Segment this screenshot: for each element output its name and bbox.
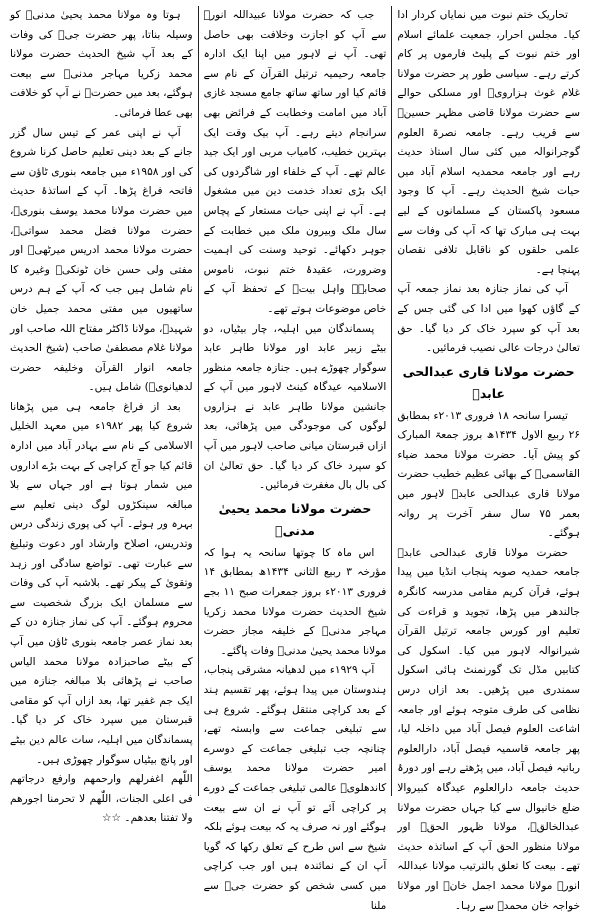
paragraph: اس ماہ کا چوتھا سانحہ یہ ہوا کہ مؤرخہ ۳ ربیع الثانی ۱۴۳۴ھ بمطابق ۱۴ فروری ۲۰۱۳ء بروز جمعرات صبح ۱۱ بجے شیخ الحدیث حضرت مولانا محمد زکریا مہاجر مدنیؒ کے خلیفہ مجاز حضرت مولانا محمد یحییٰ مدنیؒ وفات پاگئے۔ <box>203 546 387 657</box>
text-column-left <box>5 6 199 825</box>
text-column-right <box>392 6 585 912</box>
paragraph: آپ نے اپنی عمر کے تیس سال گزر جانے کے بعد دینی تعلیم حاصل کرنا شروع کی اور ۱۹۵۸ء میں جامعہ بنوری ٹاؤن سے فاتحہ فراغ پڑھا۔ آپ کے اساتذۂ حدیث میں حضرت مولانا محمد یوسف بنوریؒ، حضرت مولانا فضل محمد سواتیؒ، حضرت مولانا محمد ادریس میرٹھیؒ اور مفتی ولی حسن خان ٹونکیؒ وغیرہ کا نام شامل ہیں جب کہ آپ کے ہم درس ساتھیوں میں مفتی محمد جمیل خان شہیدؒ، مولانا ڈاکٹر مفتاح اللہ صاحب اور مولانا غلام مصطفیٰ صاحب (شیخ الحدیث جامعہ انوار القرآن وخلیفہ حضرت لدھیانویؒ) شامل ہیں۔ <box>9 126 193 394</box>
closing-prayer <box>10 770 193 829</box>
paragraph: ہوتا وہ مولانا محمد یحییٰ مدنیؒ کو وسیلہ بناتا، پھر حضرت جیؒ کی وفات کے بعد آپ شیخ الحدیث حضرت مولانا محمد زکریا مہاجر مدنیؒ سے بیعت ہوگئے، بعد میں حضرتؒ نے آپ کو خلافت بھی عطا فرمائی۔ <box>9 9 193 119</box>
end-stars: ☆☆ <box>101 812 121 825</box>
paragraph: آپ کی نماز جنازہ بعد نماز جمعہ آپ کے گاؤں کھوا میں ادا کی گئی جس کے بعد آپ کو سپرد خاک کر دیا گیا۔ حق تعالیٰ درجات عالی نصیب فرمائیں۔ <box>397 283 580 355</box>
paragraph: آپ ۱۹۲۹ء میں لدھیانہ مشرقی پنجاب، ہندوستان میں پیدا ہوئے، پھر تقسیم ہند کے بعد کراچی منتقل ہوگئے۔ شروع ہی سے تبلیغی جماعت سے وابستہ تھے، چنانچہ جب تبلیغی جماعت کے دوسرے امیر حضرت مولانا محمد یوسف کاندھلویؒ عالمی تبلیغی جماعت کے دورے پر کراچی آئے تو آپ نے ان سے بیعت ہوگئے اور نہ صرف یہ کہ بیعت ہوئے بلکہ شیخ سے اس طرح کے تعلق رکھا کہ گویا آپ ان کے نمائندہ ہیں اور جب کراچی میں کسی شخص کو حضرت جیؒ سے ملنا <box>203 664 387 912</box>
section-heading: حضرت مولانا محمد یحییٰ مدنیؒ <box>218 500 372 538</box>
section-heading: حضرت مولانا قاری عبدالحی عابدؒ <box>402 363 575 401</box>
paragraph: تحاریک ختم نبوت میں نمایاں کردار ادا کیا۔ مجلس احرار، جمعیت علمائے اسلام اور ختم نبوت کے پلیٹ فارموں پر کام کرتے رہے۔ سیاسی طور پر حضرت مولانا غلام غوث ہزارویؒ اور مسلکی حوالے سے حضرت مولانا قاضی مظہر حسینؒ سے قریب رہے۔ جامعہ نصرۃ العلوم گوجرانوالہ میں کئی سال استاذ حدیث رہے اور جامعہ محمدیہ اسلام آباد میں حیات شیخ الحدیث رہے۔ آپ کا وجود مسعود پاکستان کے مسلمانوں کے لیے بہت ہی مبارک تھا کہ آپ کی وفات سے علمی حلقوں کو ناقابل تلافی نقصان پہنچا ہے۔ <box>397 9 580 276</box>
paragraph: تیسرا سانحہ ۱۸ فروری ۲۰۱۳ء بمطابق ۲۶ ربیع الاول ۱۴۳۴ھ بروز جمعۃ المبارک کو پیش آیا۔ حضرت مولانا محمد ضیاء القاسمیؒ کے بھائی عظیم خطیب حضرت مولانا قاری عبدالحی عابدؒ لاہور میں بعمر ۷۵ سال سفر آخرت پر روانہ ہوگئے۔ <box>397 409 580 540</box>
paragraph: پسماندگان میں اہلیہ، چار بیٹیاں، دو بیٹے زبیر عابد اور مولانا طاہر عابد سوگوار چھوڑے ہیں۔ جنازہ جامعہ منظور الاسلامیہ عیدگاہ کینٹ لاہور میں آپ کے جانشین مولانا طاہر عابد نے ہزاروں لوگوں کی موجودگی میں پڑھائی، بعد ازاں قبرستان میانی صاحب لاہور میں آپ کو سپرد خاک کر دیا گیا۔ حق تعالیٰ ان کی بال بال مغفرت فرمائیں۔ <box>203 322 387 492</box>
paragraph: بعد از فراغ جامعہ ہی میں پڑھانا شروع کیا پھر ۱۹۸۲ء میں معہد الخلیل الاسلامی کے نام سے بہادر آباد میں ادارہ قائم کیا جو آج کراچی کے بہت بڑے اداروں میں شمار ہوتا ہے اور جہاں سے بلا مبالغہ سینکڑوں لوگ دینی تعلیم سے بہرہ ور ہوئے۔ آپ کی پوری زندگی درس وتدریس، اصلاح وارشاد اور دعوت وتبلیغ سے عبارت تھی۔ تواضع سادگی اور زہد وتقویٰ کے پیکر تھے۔ بلاشبہ آپ کی وفات سے مسلمان ایک بزرگ شخصیت سے محروم ہوگئے۔ آپ کی نماز جنازہ دن کے بعد نماز عصر جامعہ بنوری ٹاؤن میں آپ کے بیٹے صاحبزادہ مولانا محمد الیاس صاحب نے پڑھائی بلا مبالغہ جنازہ میں ایک جم غفیر تھا، بعد ازاں آپ کو مقامی قبرستان میں سپرد خاک کر دیا گیا۔ پسماندگان میں اہلیہ، سات عالم دین بیٹے اور پانچ بیٹیاں سوگوار چھوڑی ہیں۔ <box>9 400 193 766</box>
paragraph: جب کہ حضرت مولانا عبیداللہ انورؒ سے آپ کو اجازت وخلافت بھی حاصل تھی۔ آپ نے لاہور میں اپنا ایک ادارہ جامعہ رحیمیہ ترتیل القرآن کے نام سے قائم کیا اور ساتھ ساتھ جامع مسجد غازی آباد میں امامت وخطابت کے فرائض بھی سرانجام دیتے رہے۔ آپ بیک وقت ایک بہترین خطیب، کامیاب مربی اور ایک جید عالم تھے۔ آپ کے خلفاء اور شاگردوں کی ایک بڑی تعداد خدمت دین میں مشغول ہے۔ آپ نے اپنی حیات مستعار کے پچاس سال ملک وبیرون ملک میں خطابت کے جوہر دکھائے۔ توحید وسنت کی اہمیت وضرورت، عقیدۂ ختم نبوت، ناموس صحابہؓ واہل بیتؓ کے تحفظ آپ کے خاص موضوعات ہوتے تھے۔ <box>203 9 387 315</box>
text-column-middle <box>199 6 393 912</box>
paragraph: حضرت مولانا قاری عبدالحی عابدؒ جامعہ حمدیہ صوبہ پنجاب انڈیا میں پیدا ہوئے، قرآن کریم مقامی مدرسہ کانگرہ جالندھر میں پڑھا، تجوید و قراءت کی تعلیم اور کورس جامعہ ترتیل القرآن شیرانوالہ لاہور میں کیا۔ اسکول کی کتابیں مڈل تک گورنمنٹ ہائی اسکول سمندری میں پڑھیں۔ بعد ازاں درس نظامی کی طرف متوجہ ہوئے اور جامعہ اشاعت العلوم فیصل آباد میں داخلہ لیا، پھر جامعہ قاسمیہ فیصل آباد، دارالعلوم ربانیہ فیصل آباد، میں پڑھتے رہے اور دورۂ حدیث جامعہ دارالعلوم عیدگاہ کبیروالا ضلع خانیوال سے کیا جہاں حضرت مولانا عبدالخالقؒ، مولانا ظہور الحقؒ اور مولانا منظور الحق آپ کے اساتذہ حدیث تھے۔ بیعت کا تعلق بالترتیب مولانا عبداللہ انورؒ مولانا محمد اجمل خانؒ اور مولانا خواجہ خان محمدؒ سے رہا۔ <box>397 546 580 912</box>
closing-prayer-text: اللّٰھم اغفرلھم وارحمھم وارفع درجاتھم فی اعلی الجنات، اللّٰھم لا تحرمنا اجورھم ولا تفتنا بعدھم۔ <box>9 773 193 825</box>
